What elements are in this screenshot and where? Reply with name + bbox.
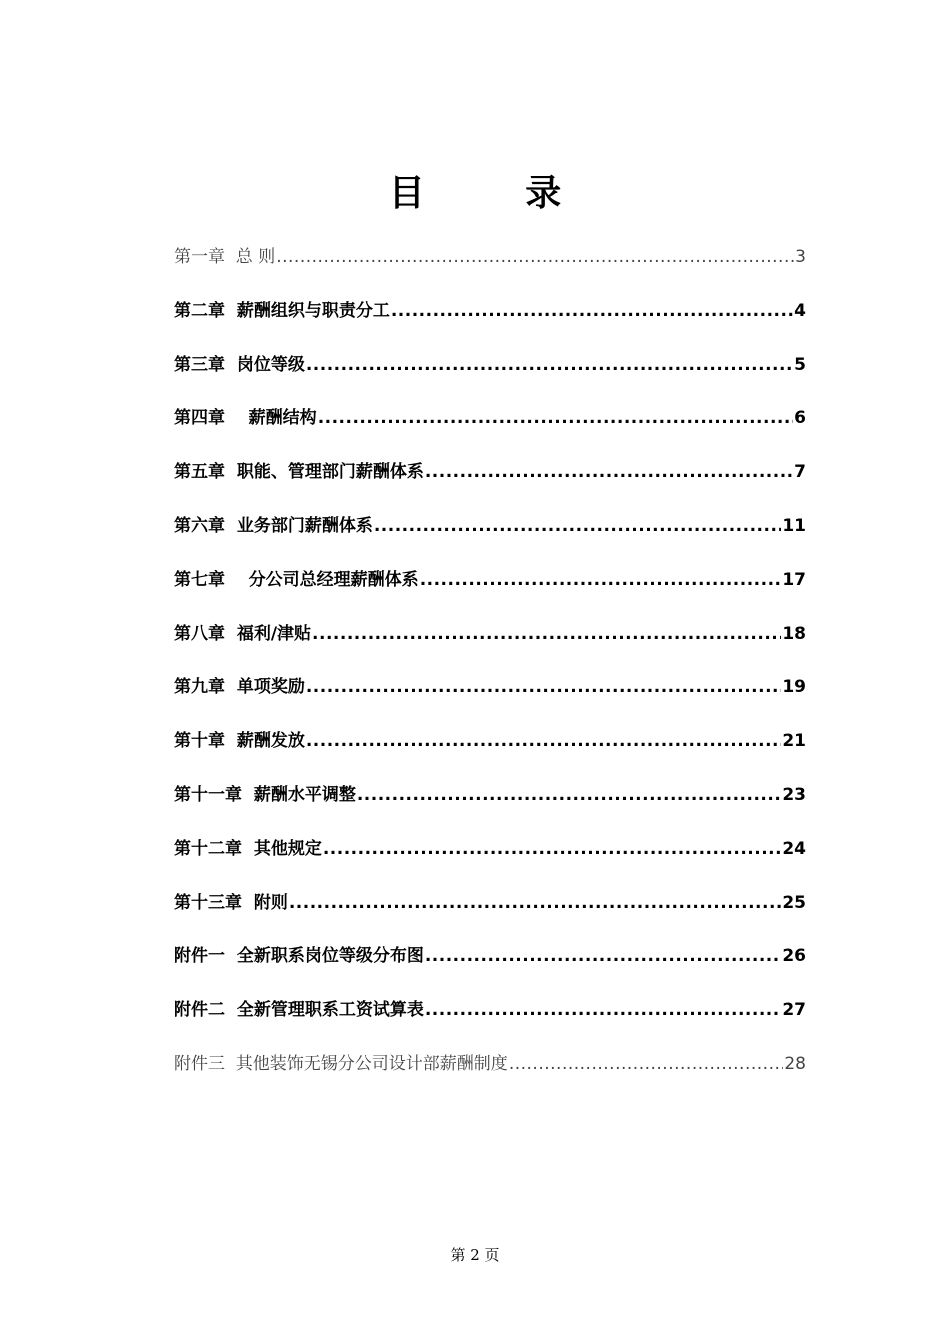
toc-leader-dots bbox=[289, 886, 781, 920]
toc-entry-page-number: 25 bbox=[782, 892, 806, 913]
toc-entry-page-number: 23 bbox=[782, 784, 806, 805]
toc-entry-page-number: 19 bbox=[782, 677, 806, 698]
toc-leader-dots bbox=[276, 240, 794, 274]
toc-entry-page-number: 4 bbox=[794, 300, 806, 321]
toc-entry-label: 第三章 岗位等级 bbox=[174, 354, 305, 375]
toc-entry-page-number: 27 bbox=[782, 1000, 806, 1021]
toc-entry-label: 第十二章 其他规定 bbox=[174, 838, 322, 859]
toc-leader-dots bbox=[374, 509, 781, 543]
table-of-contents bbox=[174, 240, 806, 1101]
toc-entry-page-number: 6 bbox=[794, 408, 806, 429]
toc-leader-dots bbox=[318, 401, 793, 435]
toc-leader-dots bbox=[425, 993, 781, 1027]
toc-entry-label: 第七章 分公司总经理薪酬体系 bbox=[174, 569, 419, 590]
toc-leader-dots bbox=[357, 778, 781, 812]
page-number-label: 第 2 页 bbox=[450, 1246, 500, 1264]
toc-entry-14[interactable] bbox=[174, 939, 806, 993]
toc-entry-page-number: 11 bbox=[782, 515, 806, 536]
toc-entry-label: 附件三 其他装饰无锡分公司设计部薪酬制度 bbox=[174, 1053, 508, 1074]
toc-entry-6[interactable] bbox=[174, 509, 806, 563]
toc-entry-label: 第二章 薪酬组织与职责分工 bbox=[174, 300, 390, 321]
toc-entry-label: 第五章 职能、管理部门薪酬体系 bbox=[174, 462, 424, 483]
toc-entry-page-number: 18 bbox=[782, 623, 806, 644]
toc-entry-page-number: 24 bbox=[782, 838, 806, 859]
toc-leader-dots bbox=[420, 563, 782, 597]
toc-entry-2[interactable] bbox=[174, 294, 806, 348]
toc-entry-label: 第四章 薪酬结构 bbox=[174, 408, 317, 429]
toc-entry-label: 附件二 全新管理职系工资试算表 bbox=[174, 1000, 424, 1021]
toc-entry-label: 附件一 全新职系岗位等级分布图 bbox=[174, 946, 424, 967]
toc-entry-label: 第十一章 薪酬水平调整 bbox=[174, 784, 356, 805]
toc-entry-4[interactable] bbox=[174, 401, 806, 455]
toc-entry-1[interactable] bbox=[174, 240, 806, 294]
toc-entry-9[interactable] bbox=[174, 670, 806, 724]
toc-entry-7[interactable] bbox=[174, 563, 806, 617]
toc-entry-page-number: 7 bbox=[794, 462, 806, 483]
toc-title: 目 录 bbox=[388, 173, 606, 215]
toc-entry-label: 第十章 薪酬发放 bbox=[174, 731, 305, 752]
toc-entry-15[interactable] bbox=[174, 993, 806, 1047]
toc-entry-16[interactable] bbox=[174, 1047, 806, 1101]
toc-entry-13[interactable] bbox=[174, 886, 806, 940]
toc-entry-page-number: 5 bbox=[794, 354, 806, 375]
toc-entry-label: 第一章 总 则 bbox=[174, 247, 276, 267]
toc-leader-dots bbox=[425, 939, 781, 973]
toc-entry-10[interactable] bbox=[174, 724, 806, 778]
toc-entry-12[interactable] bbox=[174, 832, 806, 886]
toc-leader-dots bbox=[306, 670, 781, 704]
toc-leader-dots bbox=[312, 617, 781, 651]
toc-leader-dots bbox=[323, 832, 781, 866]
page-footer bbox=[0, 1244, 950, 1266]
toc-entry-8[interactable] bbox=[174, 617, 806, 671]
toc-entry-page-number: 21 bbox=[782, 731, 806, 752]
toc-entry-5[interactable] bbox=[174, 455, 806, 509]
toc-leader-dots bbox=[306, 724, 781, 758]
toc-leader-dots bbox=[306, 348, 793, 382]
toc-entry-label: 第九章 单项奖励 bbox=[174, 677, 305, 698]
toc-leader-dots bbox=[391, 294, 793, 328]
toc-entry-label: 第八章 福利/津贴 bbox=[174, 623, 312, 644]
toc-leader-dots bbox=[509, 1047, 784, 1081]
toc-entry-page-number: 26 bbox=[782, 946, 806, 967]
toc-entry-label: 第六章 业务部门薪酬体系 bbox=[174, 515, 373, 536]
toc-entry-page-number: 3 bbox=[795, 247, 806, 267]
toc-entry-11[interactable] bbox=[174, 778, 806, 832]
toc-entry-3[interactable] bbox=[174, 348, 806, 402]
toc-leader-dots bbox=[425, 455, 793, 489]
toc-entry-page-number: 17 bbox=[782, 569, 806, 590]
toc-entry-label: 第十三章 附则 bbox=[174, 892, 288, 913]
toc-entry-page-number: 28 bbox=[784, 1053, 806, 1074]
